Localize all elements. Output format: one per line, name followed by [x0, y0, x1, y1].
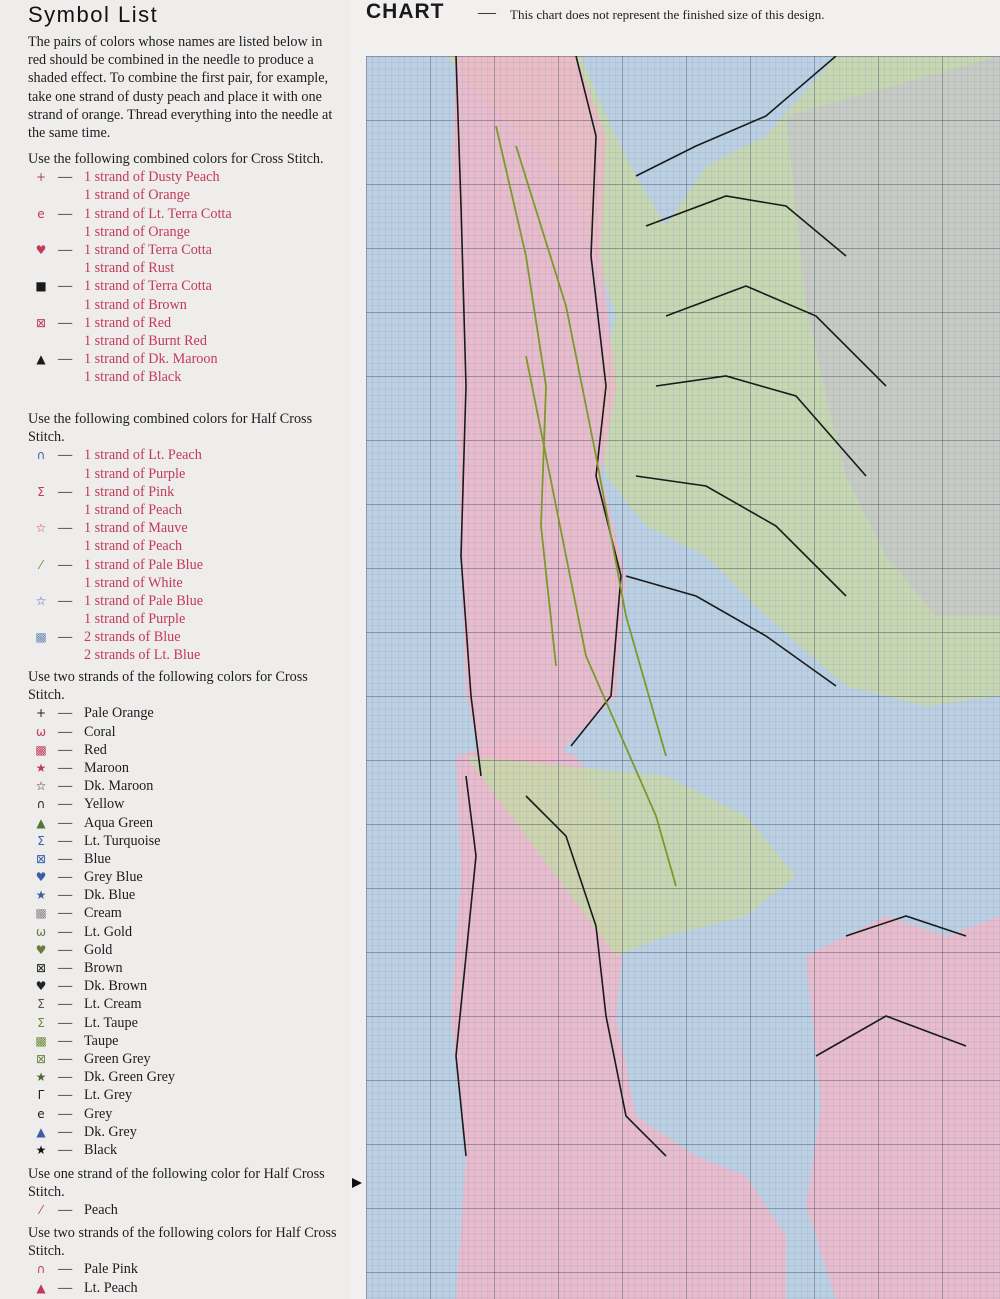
stitch-symbol-icon: ⊠ [35, 1051, 47, 1066]
dash: — [58, 1050, 73, 1067]
symbol-row [28, 1260, 338, 1278]
dash: — [58, 1032, 73, 1049]
symbol-row [28, 259, 338, 277]
color-name: 1 strand of Brown [84, 296, 187, 313]
symbol-row [28, 1086, 338, 1104]
color-name: Blue [84, 850, 111, 867]
dash: — [58, 351, 73, 368]
symbol-row [28, 959, 338, 977]
dash: — [58, 705, 73, 722]
color-name: Cream [84, 905, 122, 922]
color-name: 1 strand of Red [84, 314, 172, 331]
one-strand-half-section [28, 1165, 338, 1220]
dash: — [58, 923, 73, 940]
symbol-row [28, 1105, 338, 1123]
two-strands-half-list [28, 1260, 338, 1296]
dash: — [58, 241, 73, 258]
stitch-symbol-icon: ★ [35, 760, 47, 775]
dash: — [58, 814, 73, 831]
color-name: Lt. Cream [84, 996, 142, 1013]
color-name: 1 strand of Lt. Terra Cotta [84, 205, 232, 222]
color-name: Dk. Maroon [84, 778, 154, 795]
symbol-row [28, 592, 338, 610]
color-name: 1 strand of Purple [84, 611, 186, 628]
stitch-symbol-icon: e [37, 206, 45, 221]
symbol-list-intro: The pairs of colors whose names are listed below in red should be combined in the needle to produce a shaded effect. To combine the first pair, for example, take one strand of dusty peach and place it with one strand of orange. Thread everything into the needle at the same time. [28, 34, 333, 142]
stitch-symbol-icon: Γ [37, 1088, 45, 1103]
dash: — [58, 941, 73, 958]
symbol-row [28, 296, 338, 314]
stitch-symbol-icon: ★ [35, 1142, 47, 1157]
stitch-symbol-icon: Σ [37, 484, 45, 499]
color-name: 1 strand of Pale Blue [84, 592, 203, 609]
stitch-symbol-icon: Σ [37, 833, 45, 848]
stitch-symbol-icon: ⊠ [35, 961, 47, 976]
chart-note: This chart does not represent the finished size of this design. [510, 7, 825, 22]
color-name: 1 strand of Black [84, 369, 182, 386]
dash: — [58, 1261, 73, 1278]
symbol-row [28, 1050, 338, 1068]
color-name: 1 strand of Dusty Peach [84, 169, 220, 186]
dash: — [58, 1087, 73, 1104]
dash: — [58, 278, 73, 295]
color-name: 1 strand of Peach [84, 538, 183, 555]
color-name: Coral [84, 723, 116, 740]
color-name: Grey [84, 1105, 113, 1122]
color-name: Lt. Turquoise [84, 832, 161, 849]
dash: — [58, 592, 73, 609]
symbol-row [28, 465, 338, 483]
dash: — [58, 905, 73, 922]
stitch-symbol-icon: ⁄ [39, 1203, 42, 1218]
color-name: Aqua Green [84, 814, 153, 831]
symbol-row [28, 759, 338, 777]
combined-half-list [28, 446, 338, 664]
symbol-row [28, 814, 338, 832]
symbol-row [28, 168, 338, 186]
symbol-row [28, 868, 338, 886]
symbol-row [28, 904, 338, 922]
dash: — [58, 759, 73, 776]
color-name: Dk. Brown [84, 978, 148, 995]
symbol-row [28, 1279, 338, 1297]
color-name: 1 strand of Terra Cotta [84, 241, 212, 258]
symbol-row [28, 277, 338, 295]
dash: — [58, 314, 73, 331]
two-strands-cross-section [28, 668, 338, 1159]
color-name: Red [84, 741, 107, 758]
dash: — [58, 796, 73, 813]
color-name: Brown [84, 960, 123, 977]
section-heading: Use two strands of the following colors for Half Cross Stitch. [28, 1225, 337, 1260]
symbol-row [28, 1032, 338, 1050]
stitch-symbol-icon: ♥ [35, 942, 47, 957]
combined-cross-section [28, 150, 338, 386]
color-name: Peach [84, 1202, 118, 1219]
color-name: Dk. Grey [84, 1123, 137, 1140]
color-name: 1 strand of Orange [84, 187, 190, 204]
stitch-symbol-icon: Σ [37, 1015, 45, 1030]
dash: — [58, 1123, 73, 1140]
color-name: 2 strands of Lt. Blue [84, 647, 201, 664]
stitch-symbol-icon: ♥ [35, 242, 47, 257]
one-strand-half-list [28, 1201, 338, 1219]
symbol-row [28, 628, 338, 646]
color-name: Pale Orange [84, 705, 154, 722]
color-name: Lt. Grey [84, 1087, 133, 1104]
stitch-symbol-icon: ▩ [35, 742, 47, 757]
stitch-symbol-icon: ♥ [35, 979, 47, 994]
color-name: 1 strand of Terra Cotta [84, 278, 212, 295]
dash: — [58, 960, 73, 977]
symbol-row [28, 610, 338, 628]
color-name: Pale Pink [84, 1261, 138, 1278]
dash: — [58, 1141, 73, 1158]
stitch-symbol-icon: ∩ [36, 1262, 46, 1277]
symbol-row [28, 223, 338, 241]
symbol-row [28, 704, 338, 722]
color-name: Gold [84, 941, 113, 958]
symbol-row [28, 186, 338, 204]
dash: — [58, 556, 73, 573]
symbol-row [28, 241, 338, 259]
symbol-row [28, 574, 338, 592]
color-name: Lt. Peach [84, 1279, 138, 1296]
stitch-symbol-icon: ⊠ [35, 851, 47, 866]
symbol-row [28, 501, 338, 519]
symbol-row [28, 923, 338, 941]
symbol-row [28, 350, 338, 368]
dash: — [58, 850, 73, 867]
dash: — [58, 1279, 73, 1296]
stitch-symbol-icon: ω [35, 924, 47, 939]
color-name: Dk. Green Grey [84, 1069, 175, 1086]
stitch-symbol-icon: e [37, 1106, 45, 1121]
symbol-row [28, 1201, 338, 1219]
section-heading: Use the following combined colors for Cross Stitch. [28, 151, 324, 167]
color-name: Maroon [84, 759, 129, 776]
dash: — [58, 169, 73, 186]
chart-grid-svg [366, 56, 1000, 1299]
symbol-row [28, 537, 338, 555]
color-name: Lt. Gold [84, 923, 133, 940]
dash: — [58, 205, 73, 222]
color-name: Black [84, 1141, 118, 1158]
stitch-symbol-icon: ⊠ [35, 315, 47, 330]
symbol-row [28, 850, 338, 868]
color-name: Yellow [84, 796, 125, 813]
symbol-row [28, 832, 338, 850]
stitch-symbol-icon: ∩ [36, 797, 46, 812]
dash: — [58, 887, 73, 904]
color-name: 1 strand of Rust [84, 260, 175, 277]
symbol-row [28, 483, 338, 501]
symbol-row [28, 1068, 338, 1086]
stitch-symbol-icon: ☆ [35, 779, 47, 794]
stitch-symbol-icon: ★ [35, 1070, 47, 1085]
symbol-list-panel [0, 0, 350, 1299]
dash: — [58, 447, 73, 464]
symbol-row [28, 777, 338, 795]
stitch-symbol-icon: ☆ [35, 593, 47, 608]
color-name: 1 strand of Peach [84, 501, 183, 518]
chart-center-arrow-icon [352, 1178, 362, 1188]
stitch-symbol-icon: ⁄ [39, 557, 42, 572]
symbol-row [28, 886, 338, 904]
stitch-symbol-icon: ★ [35, 888, 47, 903]
stitch-symbol-icon: ■ [35, 279, 47, 294]
symbol-row [28, 205, 338, 223]
symbol-row [28, 519, 338, 537]
symbol-row [28, 977, 338, 995]
color-name: 1 strand of Pale Blue [84, 556, 203, 573]
combined-half-section [28, 410, 338, 665]
symbol-row [28, 1014, 338, 1032]
color-name: 1 strand of Orange [84, 223, 190, 240]
color-name: 1 strand of Lt. Peach [84, 447, 202, 464]
symbol-row [28, 314, 338, 332]
stitch-symbol-icon: ▲ [36, 1280, 46, 1295]
color-name: 1 strand of Mauve [84, 520, 188, 537]
stitch-symbol-icon: ▲ [36, 1124, 46, 1139]
two-strands-half-section [28, 1224, 338, 1297]
stitch-symbol-icon: ω [35, 724, 47, 739]
stitch-symbol-icon: Σ [37, 997, 45, 1012]
symbol-row [28, 446, 338, 464]
symbol-row [28, 646, 338, 664]
chart-title: CHART [366, 0, 445, 23]
dash: — [58, 778, 73, 795]
chart-title-dash: — [478, 2, 496, 22]
color-name: Green Grey [84, 1050, 151, 1067]
color-name: Taupe [84, 1032, 119, 1049]
dash: — [58, 978, 73, 995]
dash: — [58, 996, 73, 1013]
symbol-row [28, 941, 338, 959]
stitch-symbol-icon: ∩ [36, 448, 46, 463]
symbol-row [28, 723, 338, 741]
symbol-row [28, 332, 338, 350]
color-name: 1 strand of Burnt Red [84, 332, 207, 349]
color-name: Dk. Blue [84, 887, 136, 904]
stitch-symbol-icon: + [35, 706, 47, 721]
stitch-symbol-icon: ▩ [35, 630, 47, 645]
combined-cross-list [28, 168, 338, 386]
stitch-symbol-icon: ▩ [35, 1033, 47, 1048]
dash: — [58, 869, 73, 886]
dash: — [58, 1105, 73, 1122]
symbol-row [28, 1141, 338, 1159]
symbol-row [28, 795, 338, 813]
dash: — [58, 520, 73, 537]
stitch-symbol-icon: ▲ [36, 352, 46, 367]
stitch-symbol-icon: ☆ [35, 521, 47, 536]
stitch-symbol-icon: ♥ [35, 870, 47, 885]
symbol-row [28, 368, 338, 386]
stitch-symbol-icon: ▩ [35, 906, 47, 921]
symbol-row [28, 556, 338, 574]
color-name: 2 strands of Blue [84, 629, 181, 646]
section-heading: Use two strands of the following colors for Cross Stitch. [28, 669, 308, 704]
dash: — [58, 741, 73, 758]
symbol-row [28, 1123, 338, 1141]
color-name: 1 strand of White [84, 574, 183, 591]
cross-stitch-chart [366, 56, 1000, 1299]
dash: — [58, 483, 73, 500]
dash: — [58, 723, 73, 740]
dash: — [58, 1202, 73, 1219]
symbol-row [28, 995, 338, 1013]
color-name: 1 strand of Purple [84, 465, 186, 482]
symbol-list-title: Symbol List [28, 2, 159, 27]
section-heading: Use the following combined colors for Half Cross Stitch. [28, 411, 313, 446]
section-heading: Use one strand of the following color for Half Cross Stitch. [28, 1166, 325, 1201]
stitch-symbol-icon: + [35, 170, 47, 185]
two-strands-cross-list [28, 704, 338, 1159]
color-name: 1 strand of Pink [84, 483, 175, 500]
color-name: 1 strand of Dk. Maroon [84, 351, 218, 368]
dash: — [58, 832, 73, 849]
dash: — [58, 629, 73, 646]
color-name: Lt. Taupe [84, 1014, 138, 1031]
symbol-row [28, 741, 338, 759]
color-name: Grey Blue [84, 869, 143, 886]
dash: — [58, 1069, 73, 1086]
stitch-symbol-icon: ▲ [36, 815, 46, 830]
dash: — [58, 1014, 73, 1031]
